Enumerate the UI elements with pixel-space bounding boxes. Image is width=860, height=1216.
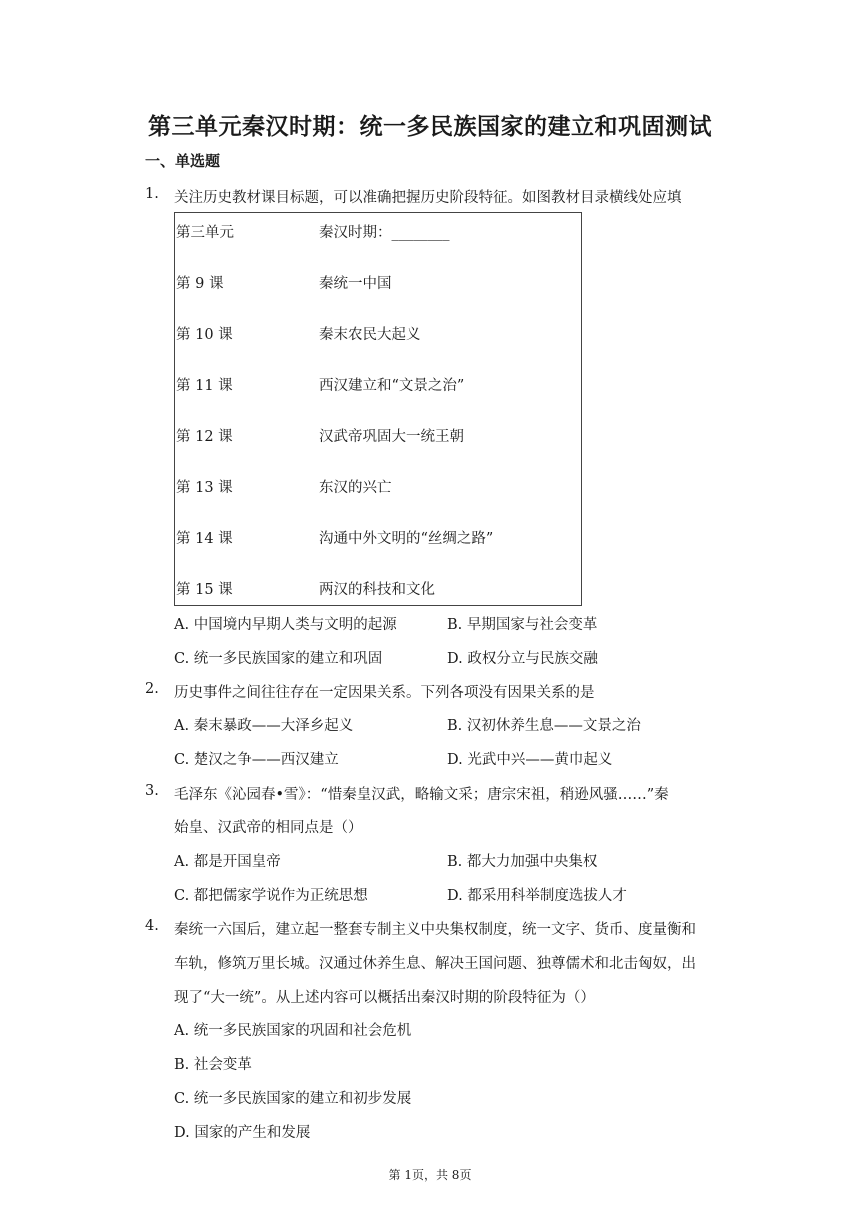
- question-4-number: 4.: [145, 918, 159, 934]
- question-4-option-d[interactable]: D. 国家的产生和发展: [174, 1125, 311, 1141]
- question-2-text: 历史事件之间往往存在一定因果关系。下列各项没有因果关系的是: [174, 685, 595, 701]
- question-4-text-line-2: 车轨，修筑万里长城。汉通过休养生息、解决王国问题、独尊儒术和北击匈奴，出: [174, 956, 696, 972]
- toc-topic: 秦汉时期：________: [319, 225, 450, 241]
- toc-lesson: 第 14 课: [176, 531, 233, 547]
- toc-topic: 东汉的兴亡: [319, 480, 392, 496]
- question-1-option-c[interactable]: C. 统一多民族国家的建立和巩固: [174, 651, 383, 667]
- toc-topic: 秦末农民大起义: [319, 327, 421, 343]
- toc-topic: 秦统一中国: [319, 276, 392, 292]
- toc-topic: 沟通中外文明的“丝绸之路”: [319, 531, 494, 547]
- toc-lesson: 第 11 课: [176, 378, 233, 394]
- question-4-option-a[interactable]: A. 统一多民族国家的巩固和社会危机: [174, 1023, 412, 1039]
- question-1-option-a[interactable]: A. 中国境内早期人类与文明的起源: [174, 617, 397, 633]
- toc-topic: 两汉的科技和文化: [319, 582, 435, 598]
- question-2-number: 2.: [145, 681, 159, 697]
- question-1-text: 关注历史教材课目标题，可以准确把握历史阶段特征。如图教材目录横线处应填: [174, 190, 682, 206]
- question-3-number: 3.: [145, 783, 159, 799]
- question-3-text-line-1: 毛泽东《沁园春•雪》：“惜秦皇汉武，略输文采；唐宗宋祖，稍逊风骚……”秦: [174, 787, 669, 803]
- table-of-contents-box: [174, 212, 582, 606]
- question-3-text-line-2: 始皇、汉武帝的相同点是（）: [174, 820, 363, 836]
- question-4-option-c[interactable]: C. 统一多民族国家的建立和初步发展: [174, 1091, 412, 1107]
- toc-lesson: 第 12 课: [176, 429, 233, 445]
- question-2-option-a[interactable]: A. 秦末暴政——大泽乡起义: [174, 718, 354, 734]
- question-1-option-b[interactable]: B. 早期国家与社会变革: [447, 617, 598, 633]
- question-3-option-c[interactable]: C. 都把儒家学说作为正统思想: [174, 888, 368, 904]
- question-2-option-b[interactable]: B. 汉初休养生息——文景之治: [447, 718, 641, 734]
- question-4-text-line-1: 秦统一六国后，建立起一整套专制主义中央集权制度，统一文字、货币、度量衡和: [174, 922, 696, 938]
- question-3-option-d[interactable]: D. 都采用科举制度选拔人才: [447, 888, 627, 904]
- question-2-option-c[interactable]: C. 楚汉之争——西汉建立: [174, 752, 339, 768]
- question-4-option-b[interactable]: B. 社会变革: [174, 1057, 252, 1073]
- question-3-option-b[interactable]: B. 都大力加强中央集权: [447, 854, 598, 870]
- toc-lesson: 第 13 课: [176, 480, 233, 496]
- question-1-option-d[interactable]: D. 政权分立与民族交融: [447, 651, 598, 667]
- question-2-option-d[interactable]: D. 光武中兴——黄巾起义: [447, 752, 613, 768]
- toc-topic: 西汉建立和“文景之治”: [319, 378, 465, 394]
- toc-topic: 汉武帝巩固大一统王朝: [319, 429, 464, 445]
- question-3-option-a[interactable]: A. 都是开国皇帝: [174, 854, 281, 870]
- section-heading: 一、单选题: [145, 152, 221, 170]
- toc-lesson: 第 10 课: [176, 327, 233, 343]
- page-title: 第三单元秦汉时期：统一多民族国家的建立和巩固测试: [148, 114, 712, 140]
- page-footer: 第 1页，共 8页: [388, 1168, 472, 1182]
- question-1-number: 1.: [145, 186, 159, 202]
- toc-lesson: 第 9 课: [176, 276, 224, 292]
- toc-lesson: 第 15 课: [176, 582, 233, 598]
- question-4-text-line-3: 现了“大一统”。从上述内容可以概括出秦汉时期的阶段特征为（）: [174, 990, 595, 1006]
- toc-lesson: 第三单元: [176, 225, 234, 241]
